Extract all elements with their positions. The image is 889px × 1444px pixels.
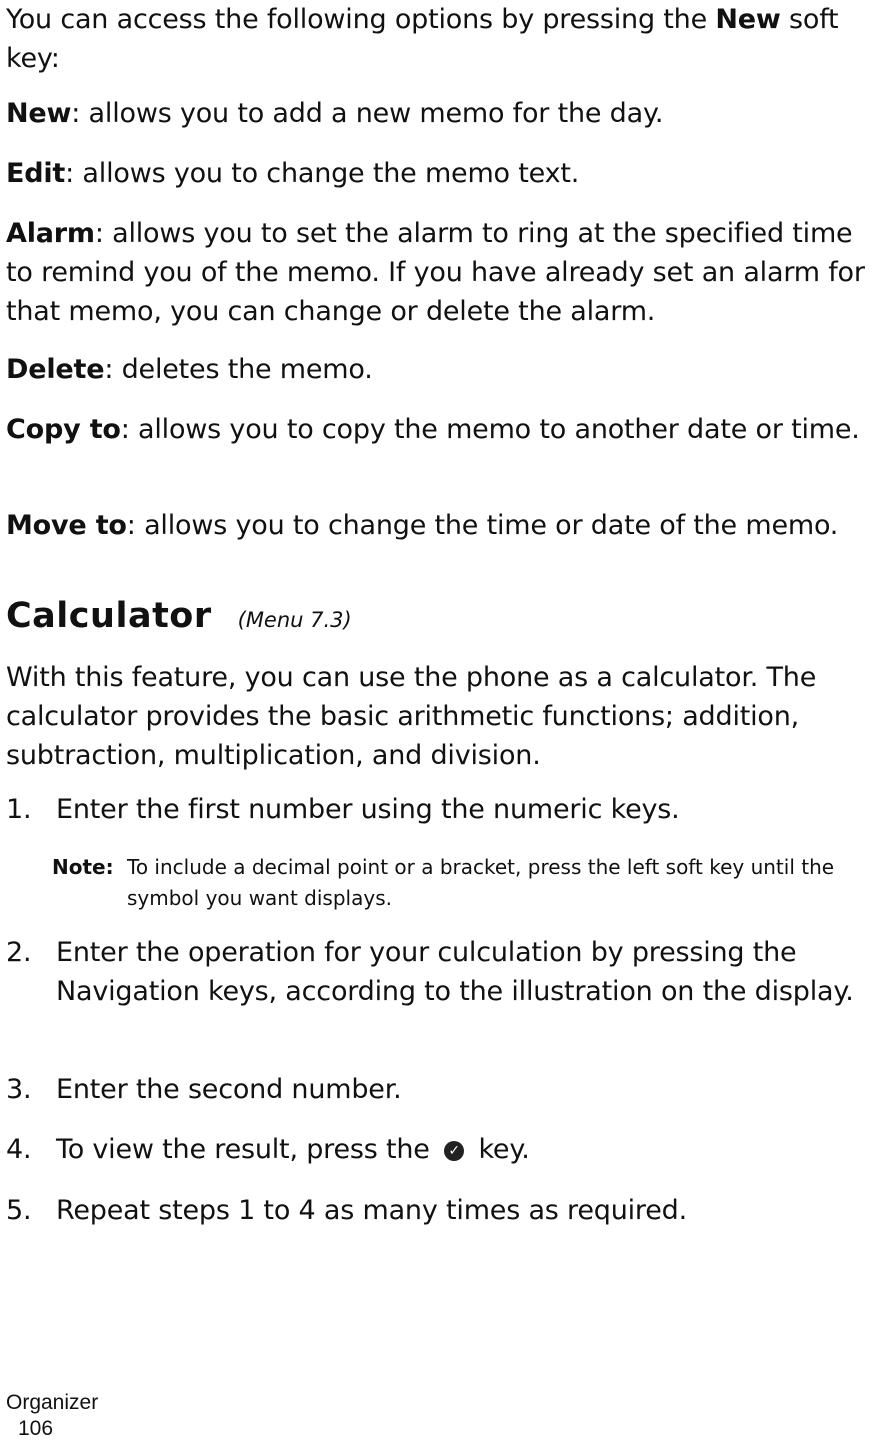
option-sep: :	[126, 510, 145, 541]
page-number: 106	[18, 1417, 54, 1440]
option-desc: allows you to change the time or date of the memo.	[144, 510, 839, 541]
option-desc: allows you to set the alarm to ring at the specified time to remind you of the memo. If you have already set an alarm for that memo, you can change or delete the alarm.	[6, 218, 865, 327]
section-body: With this feature, you can use the phone as a calculator. The calculator provides the basic arithmetic functions; addition, subtraction, multiplication, and division.	[6, 662, 817, 771]
step-2	[6, 933, 886, 1011]
option-alarm	[6, 214, 882, 331]
page-footer	[6, 1390, 98, 1442]
step-number: 3.	[6, 1074, 32, 1105]
step-5	[6, 1191, 886, 1230]
step-text-after: key.	[470, 1134, 530, 1165]
note-box	[52, 852, 882, 914]
step-text: Enter the first number using the numeric keys.	[56, 794, 680, 825]
step-text	[56, 1130, 886, 1169]
option-delete	[6, 350, 373, 389]
step-text: Repeat steps 1 to 4 as many times as required.	[56, 1195, 687, 1226]
option-sep: :	[94, 218, 113, 249]
note-text: To include a decimal point or a bracket, press the left soft key until the symbol you want displays.	[127, 855, 835, 910]
intro-new-term: New	[715, 4, 781, 35]
section-title: Calculator	[6, 596, 212, 636]
intro-text-after: soft key:	[6, 4, 839, 74]
step-text-before: To view the result, press the	[56, 1134, 439, 1165]
step-3	[6, 1070, 886, 1109]
step-number: 1.	[6, 794, 32, 825]
step-1	[6, 790, 886, 829]
option-term: New	[6, 98, 72, 129]
step-number: 4.	[6, 1134, 32, 1165]
option-desc: deletes the memo.	[121, 354, 373, 385]
note-label: Note:	[52, 855, 114, 879]
option-term: Edit	[6, 158, 66, 189]
step-4	[6, 1130, 886, 1169]
option-term: Alarm	[6, 218, 95, 249]
option-term: Copy to	[6, 414, 121, 445]
menu-reference: (Menu 7.3)	[237, 608, 352, 632]
option-new	[6, 94, 663, 133]
option-move-to	[6, 506, 838, 545]
ok-key-icon: ✓	[444, 1141, 464, 1161]
option-sep: :	[120, 414, 139, 445]
option-sep: :	[71, 98, 89, 129]
intro-text-before: You can access the following options by pressing the	[6, 4, 716, 35]
step-number: 5.	[6, 1195, 32, 1226]
option-desc: allows you to add a new memo for the day.	[88, 98, 664, 129]
option-term: Move to	[6, 510, 127, 541]
option-term: Delete	[6, 354, 105, 385]
step-text: Enter the second number.	[56, 1074, 402, 1105]
step-text: Enter the operation for your culculation by pressing the Navigation keys, according to the illustration on the display.	[56, 937, 854, 1007]
section-heading	[6, 596, 352, 636]
option-desc: allows you to copy the memo to another date or time.	[138, 414, 860, 445]
option-desc: allows you to change the memo text.	[82, 158, 580, 189]
option-sep: :	[65, 158, 83, 189]
option-sep: :	[104, 354, 122, 385]
intro-paragraph	[6, 0, 886, 78]
footer-section-name: Organizer	[6, 1391, 99, 1414]
step-number: 2.	[6, 937, 32, 968]
option-copy-to	[6, 410, 866, 449]
option-edit	[6, 154, 579, 193]
